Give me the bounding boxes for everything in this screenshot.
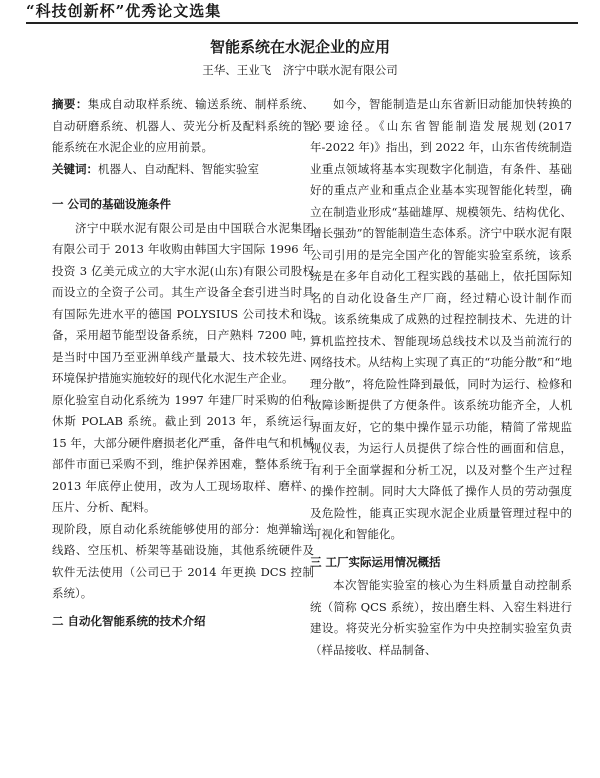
- series-header: “科技创新杯”优秀论文选集: [26, 2, 222, 20]
- abstract: [52, 94, 314, 159]
- paragraph: 本次智能实验室的核心为生料质量自动控制系统（简称 QCS 系统），按出磨生料、入窑生料进行建设。将荧光分析实验室作为中央控制实验室负责（样品接收、样品制备、: [310, 578, 572, 657]
- abstract-label: 摘要：: [52, 97, 88, 111]
- keywords-label: 关键词：: [52, 161, 98, 176]
- section-heading-3: 三 工厂实际运用情况概括: [310, 554, 441, 569]
- article-authors: 王华、王业飞 济宁中联水泥有限公司: [202, 63, 398, 77]
- keywords: [52, 159, 314, 181]
- header-rule: [26, 22, 578, 24]
- abstract-text: 集成自动取样系统、输送系统、制样系统、自动研磨系统、机器人、荧光分析及配料系统的智能系统在水泥企业的应用前景。: [52, 97, 315, 154]
- paragraph: 如今，智能制造是山东省新旧动能加快转换的必要途径。《山东省智能制造发展规划(2017 年-2022 年)》指出，到 2022 年，山东省传统制造业重点领域将基本实现数字化制造，有条件、基础好的重点产业和重点企业基本实现智能化转型，确立在制造业形成“基础雄厚、规模领先、结构优化、增长强劲”的智能制造生态体系。济宁中联水泥有限公司引用的是完全国产化的智能实验室系统，该系统是在多年自动化工程实践的基础上，依托国际知名的自动化设备生产厂商，经过精心设计制作而成。该系统集成了成熟的过程控制技术、先进的计算机监控技术、智能现场总线技术以及当前流行的网络技术。从结构上实现了真正的“功能分散”和“地理分散”，将危险性降到最低，同时为运行、检修和故障诊断提供了方便条件。该系统功能齐全，人机界面友好，它的集中操作显示功能，精简了常规监视仪表，为运行人员提供了综合性的画面和信息，有利于全面掌握和分析工况，以及对整个生产过程的操作控制。同时大大降低了操作人员的劳动强度及危险性，能真正实现水泥企业质量管理过程中的可视化和智能化。: [310, 97, 572, 541]
- section-heading-1: 一 公司的基础设施条件: [52, 197, 172, 211]
- left-column: [52, 94, 314, 634]
- paragraph: 原化验室自动化系统为 1997 年建厂时采购的伯利休斯 POLAB 系统。截止到 2013 年，系统运行 15 年，大部分硬件磨损老化严重，备件电气和机械部件市面已采购不到，维护保养困难，整体系统于 2013 年底停止使用，改为人工现场取样、磨样、压片、分析、配料。: [52, 392, 314, 514]
- section-heading-2: 二 自动化智能系统的技术介绍: [52, 613, 206, 628]
- paragraph: 现阶段，原自动化系统能够使用的部分：炮弹输送线路、空压机、桥架等基础设施，其他系统硬件及软件无法使用（公司已于 2014 年更换 DCS 控制系统）。: [52, 521, 314, 600]
- paragraph: 济宁中联水泥有限公司是由中国联合水泥集团有限公司于 2013 年收购由韩国大宇国际 1996 年投资 3 亿美元成立的大宇水泥(山东)有限公司股权而设立的全资子公司。其生产设备全套引进当时具有国际先进水平的德国 POLYSIUS 公司技术和设备，采用超节能型设备系统，日产熟料 7200 吨，是当时中国乃至亚洲单线产量最大、技术较先进、环境保护措施实施较好的现代化水泥生产企业。: [52, 220, 314, 385]
- right-column: [310, 94, 572, 661]
- keywords-text: 机器人、自动配料、智能实验室: [98, 161, 259, 176]
- article-title: 智能系统在水泥企业的应用: [209, 38, 390, 56]
